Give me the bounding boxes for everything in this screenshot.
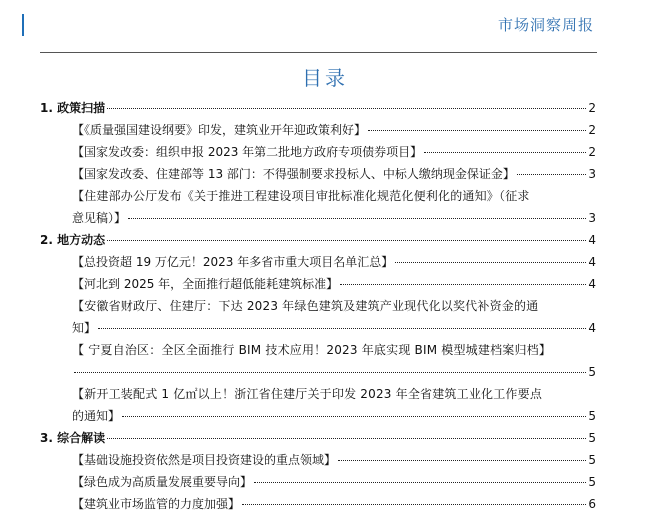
dot-leader (338, 460, 586, 461)
toc-item-entry[interactable] (40, 119, 596, 141)
toc-item-entry[interactable] (40, 449, 596, 471)
toc-entry-text: 【建筑业市场监管的力度加强】 (72, 497, 241, 511)
toc-page-number: 3 (588, 167, 596, 181)
header-accent-bar (22, 14, 24, 36)
toc-item-entry[interactable] (40, 141, 596, 163)
toc-entry-text: 【绿色成为高质量发展重要导向】 (72, 475, 253, 489)
dot-leader (74, 372, 586, 373)
toc-page-number: 2 (588, 145, 596, 159)
toc-page-number: 3 (588, 211, 596, 225)
toc-item-entry[interactable] (40, 493, 596, 515)
toc-page-number: 5 (588, 453, 596, 467)
toc-entry-text: 【基础设施投资依然是项目投资建设的重点领域】 (72, 453, 337, 467)
toc-entry-text: 2. 地方动态 (40, 233, 106, 247)
dot-leader (517, 174, 586, 175)
dot-leader (98, 328, 586, 329)
toc-section-entry[interactable] (40, 427, 596, 449)
toc-page-number: 5 (588, 409, 596, 423)
dot-leader (122, 416, 586, 417)
toc-page-number: 4 (588, 277, 596, 291)
toc-page-number: 4 (588, 321, 596, 335)
toc-item-entry[interactable] (40, 383, 596, 427)
toc-entry-text: 意见稿）】 (72, 211, 127, 225)
toc-entry-text: 1. 政策扫描 (40, 101, 106, 115)
toc-section-entry[interactable] (40, 229, 596, 251)
toc-item-entry[interactable] (40, 273, 596, 295)
toc-page-number: 2 (588, 101, 596, 115)
toc-item-entry[interactable] (40, 295, 596, 339)
dot-leader (107, 108, 586, 109)
toc-entry-text: 3. 综合解读 (40, 431, 106, 445)
toc-page-number: 4 (588, 255, 596, 269)
toc-page-number: 5 (588, 431, 596, 445)
dot-leader (107, 438, 586, 439)
toc-entry-text-line1: 【 宁夏自治区：全区全面推行 BIM 技术应用！2023 年底实现 BIM 模型城建档案归档】 (72, 343, 552, 357)
toc-page-number: 5 (588, 365, 596, 379)
toc-entry-text: 知】 (72, 321, 97, 335)
toc-item-entry[interactable] (40, 471, 596, 493)
report-title: 市场洞察周报 (497, 16, 594, 34)
toc-section-entry[interactable] (40, 97, 596, 119)
toc-page-number: 2 (588, 123, 596, 137)
toc-page-number: 6 (588, 497, 596, 511)
toc-entry-text-line1: 【新开工装配式 1 亿㎡以上！浙江省住建厅关于印发 2023 年全省建筑工业化工作要点 (72, 387, 543, 401)
toc-page-number: 4 (588, 233, 596, 247)
toc-entry-text: 【国家发改委：组织申报 2023 年第二批地方政府专项债券项目】 (72, 145, 423, 159)
toc-entry-text-line1: 【住建部办公厅发布《关于推进工程建设项目审批标准化规范化便利化的通知》（征求 (72, 189, 530, 203)
dot-leader (368, 130, 586, 131)
toc-entry-text: 【国家发改委、住建部等 13 部门：不得强制要求投标人、中标人缴纳现金保证金】 (72, 167, 515, 181)
dot-leader (107, 240, 586, 241)
toc-item-entry[interactable] (40, 185, 596, 229)
table-of-contents (40, 97, 596, 515)
toc-entry-text: 【河北到 2025 年，全面推行超低能耗建筑标准】 (72, 277, 339, 291)
dot-leader (424, 152, 586, 153)
toc-item-entry[interactable] (40, 339, 596, 383)
toc-item-entry[interactable] (40, 251, 596, 273)
dot-leader (254, 482, 586, 483)
toc-entry-text: 【《质量强国建设纲要》印发，建筑业开年迎政策利好】 (72, 123, 367, 137)
toc-item-entry[interactable] (40, 163, 596, 185)
toc-entry-text: 的通知】 (72, 409, 121, 423)
toc-entry-text: 【总投资超 19 万亿元！2023 年多省市重大项目名单汇总】 (72, 255, 394, 269)
toc-page-number: 5 (588, 475, 596, 489)
toc-entry-text-line1: 【安徽省财政厅、住建厅：下达 2023 年绿色建筑及建筑产业现代化以奖代补资金的通 (72, 299, 539, 313)
dot-leader (242, 504, 586, 505)
dot-leader (128, 218, 586, 219)
header-divider (40, 52, 597, 53)
dot-leader (340, 284, 586, 285)
toc-heading: 目录 (302, 66, 348, 90)
dot-leader (395, 262, 586, 263)
